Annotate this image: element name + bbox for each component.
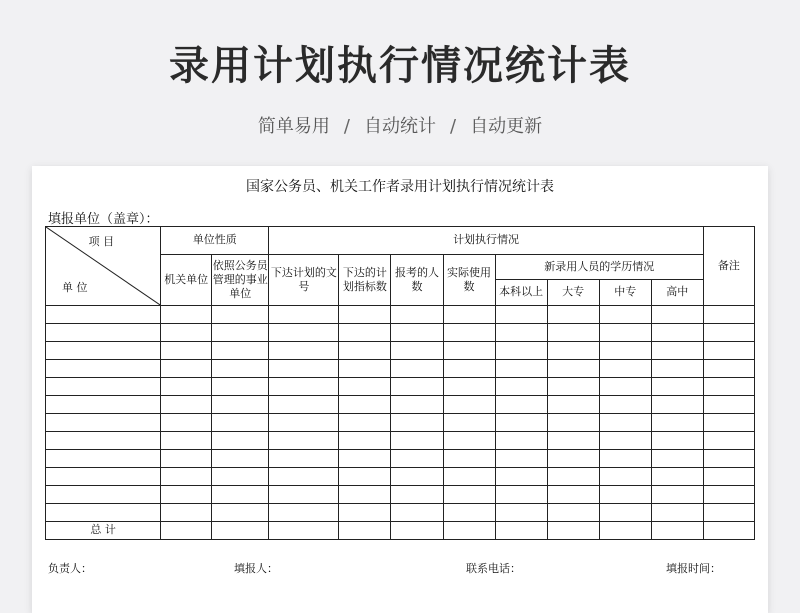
footer-responsible: 负责人： bbox=[48, 562, 92, 575]
table-cell[interactable] bbox=[212, 360, 269, 378]
table-cell[interactable] bbox=[703, 450, 754, 468]
table-cell[interactable] bbox=[391, 342, 443, 360]
table-cell[interactable] bbox=[46, 486, 161, 504]
table-cell[interactable] bbox=[443, 504, 495, 522]
table-cell[interactable] bbox=[391, 396, 443, 414]
table-cell[interactable] bbox=[391, 504, 443, 522]
statistics-table bbox=[45, 226, 755, 540]
footer-filled-by: 填报人： bbox=[234, 562, 278, 575]
table-cell[interactable] bbox=[495, 414, 547, 432]
table-cell[interactable] bbox=[547, 486, 599, 504]
table-cell[interactable] bbox=[161, 486, 212, 504]
table-row bbox=[46, 342, 755, 360]
table-cell[interactable] bbox=[599, 486, 651, 504]
table-cell[interactable] bbox=[651, 396, 703, 414]
table-cell[interactable] bbox=[703, 522, 754, 540]
table-cell[interactable] bbox=[339, 432, 391, 450]
form-title: 国家公务员、机关工作者录用计划执行情况统计表 bbox=[246, 179, 554, 195]
table-cell[interactable] bbox=[161, 324, 212, 342]
tag-auto-update: 自动更新 bbox=[470, 116, 543, 137]
table-row bbox=[46, 432, 755, 450]
table-cell[interactable] bbox=[495, 504, 547, 522]
table-cell[interactable] bbox=[443, 378, 495, 396]
total-row bbox=[46, 522, 755, 540]
table-row bbox=[46, 396, 755, 414]
table-cell[interactable] bbox=[161, 342, 212, 360]
table-cell[interactable] bbox=[339, 450, 391, 468]
table-cell[interactable] bbox=[495, 486, 547, 504]
header-applicants: 报考的人数 bbox=[391, 255, 443, 306]
table-cell[interactable] bbox=[161, 306, 212, 324]
table-cell[interactable] bbox=[46, 504, 161, 522]
table-cell[interactable] bbox=[703, 378, 754, 396]
table-cell[interactable] bbox=[443, 342, 495, 360]
header-education-group: 新录用人员的学历情况 bbox=[495, 255, 703, 280]
table-cell[interactable] bbox=[269, 396, 339, 414]
table-cell[interactable] bbox=[443, 468, 495, 486]
table-cell[interactable] bbox=[339, 486, 391, 504]
table-cell[interactable] bbox=[443, 486, 495, 504]
table-cell[interactable] bbox=[443, 414, 495, 432]
table-cell[interactable] bbox=[599, 360, 651, 378]
data-rows bbox=[46, 306, 755, 522]
table-cell[interactable] bbox=[651, 360, 703, 378]
table-cell[interactable] bbox=[212, 396, 269, 414]
table-cell[interactable] bbox=[547, 306, 599, 324]
table-cell[interactable] bbox=[339, 378, 391, 396]
header-civil-service-unit: 依照公务员管理的事业单位 bbox=[212, 255, 269, 306]
table-row bbox=[46, 450, 755, 468]
table-cell[interactable] bbox=[391, 450, 443, 468]
table-cell[interactable] bbox=[599, 414, 651, 432]
table-cell[interactable] bbox=[46, 414, 161, 432]
table-row bbox=[46, 504, 755, 522]
table-cell[interactable] bbox=[599, 504, 651, 522]
table-cell[interactable] bbox=[599, 522, 651, 540]
diagonal-header-cell bbox=[46, 227, 161, 306]
table-cell[interactable] bbox=[269, 504, 339, 522]
table-cell[interactable] bbox=[443, 450, 495, 468]
header-issued-plan-doc: 下达计划的文号 bbox=[269, 255, 339, 306]
header-unit-nature: 单位性质 bbox=[161, 227, 269, 255]
table-cell[interactable] bbox=[212, 378, 269, 396]
table-cell[interactable] bbox=[161, 432, 212, 450]
table-row bbox=[46, 306, 755, 324]
header-edu-secondary: 中专 bbox=[599, 280, 651, 306]
table-cell[interactable] bbox=[599, 468, 651, 486]
table-cell[interactable] bbox=[599, 396, 651, 414]
table-cell[interactable] bbox=[339, 522, 391, 540]
table-cell[interactable] bbox=[547, 360, 599, 378]
table-cell[interactable] bbox=[547, 504, 599, 522]
table-cell[interactable] bbox=[703, 468, 754, 486]
table-cell[interactable] bbox=[339, 360, 391, 378]
table-cell[interactable] bbox=[703, 486, 754, 504]
table-cell[interactable] bbox=[391, 522, 443, 540]
header-edu-highschool: 高中 bbox=[651, 280, 703, 306]
table-cell[interactable] bbox=[46, 432, 161, 450]
table-cell[interactable] bbox=[651, 414, 703, 432]
tag-easy: 简单易用 bbox=[257, 116, 330, 137]
table-cell[interactable] bbox=[212, 468, 269, 486]
table-cell[interactable] bbox=[269, 450, 339, 468]
table-cell[interactable] bbox=[547, 522, 599, 540]
header-item-label: 项 目 bbox=[88, 235, 115, 248]
table-cell[interactable] bbox=[46, 360, 161, 378]
table-cell[interactable] bbox=[46, 324, 161, 342]
table-cell[interactable] bbox=[339, 324, 391, 342]
table-cell[interactable] bbox=[495, 432, 547, 450]
header-plan-execution: 计划执行情况 bbox=[269, 227, 704, 255]
table-cell[interactable] bbox=[495, 324, 547, 342]
table-cell[interactable] bbox=[599, 306, 651, 324]
table-cell[interactable] bbox=[212, 504, 269, 522]
table-cell[interactable] bbox=[46, 306, 161, 324]
table-cell[interactable] bbox=[703, 432, 754, 450]
table-row bbox=[46, 324, 755, 342]
fill-unit-label: 填报单位（盖章）： bbox=[48, 212, 159, 227]
table-cell[interactable] bbox=[269, 306, 339, 324]
header-actual-used: 实际使用数 bbox=[443, 255, 495, 306]
table-cell[interactable] bbox=[212, 342, 269, 360]
table-cell[interactable] bbox=[495, 450, 547, 468]
table-cell[interactable] bbox=[212, 522, 269, 540]
table-cell[interactable] bbox=[161, 378, 212, 396]
table-row bbox=[46, 486, 755, 504]
total-label: 总 计 bbox=[46, 522, 161, 540]
table-cell[interactable] bbox=[161, 522, 212, 540]
table-cell[interactable] bbox=[547, 378, 599, 396]
table-cell[interactable] bbox=[161, 414, 212, 432]
footer-fill-time: 填报时间： bbox=[666, 562, 721, 575]
table-cell[interactable] bbox=[339, 468, 391, 486]
table-cell[interactable] bbox=[547, 324, 599, 342]
table-cell[interactable] bbox=[651, 504, 703, 522]
table-cell[interactable] bbox=[339, 342, 391, 360]
table-cell[interactable] bbox=[547, 396, 599, 414]
table-cell[interactable] bbox=[339, 396, 391, 414]
footer-phone: 联系电话： bbox=[466, 562, 521, 575]
table-cell[interactable] bbox=[212, 432, 269, 450]
table-cell[interactable] bbox=[443, 396, 495, 414]
table-cell[interactable] bbox=[547, 468, 599, 486]
table-cell[interactable] bbox=[46, 342, 161, 360]
table-cell[interactable] bbox=[495, 360, 547, 378]
table-cell[interactable] bbox=[703, 396, 754, 414]
table-cell[interactable] bbox=[161, 360, 212, 378]
table-cell[interactable] bbox=[547, 414, 599, 432]
table-cell[interactable] bbox=[443, 360, 495, 378]
header-remarks: 备注 bbox=[703, 227, 754, 306]
feature-tags bbox=[0, 112, 800, 138]
table-cell[interactable] bbox=[651, 486, 703, 504]
form-sheet bbox=[32, 166, 768, 613]
table-cell[interactable] bbox=[443, 306, 495, 324]
table-row bbox=[46, 378, 755, 396]
table-cell[interactable] bbox=[391, 306, 443, 324]
table-cell[interactable] bbox=[391, 324, 443, 342]
table-cell[interactable] bbox=[269, 486, 339, 504]
table-cell[interactable] bbox=[599, 432, 651, 450]
table-cell[interactable] bbox=[161, 504, 212, 522]
table-cell[interactable] bbox=[269, 432, 339, 450]
table-cell[interactable] bbox=[703, 414, 754, 432]
table-cell[interactable] bbox=[443, 522, 495, 540]
table-cell[interactable] bbox=[651, 522, 703, 540]
table-cell[interactable] bbox=[651, 306, 703, 324]
table-cell[interactable] bbox=[599, 342, 651, 360]
table-cell[interactable] bbox=[547, 432, 599, 450]
table-cell[interactable] bbox=[599, 324, 651, 342]
table-cell[interactable] bbox=[703, 504, 754, 522]
table-cell[interactable] bbox=[269, 342, 339, 360]
table-cell[interactable] bbox=[495, 522, 547, 540]
table-cell[interactable] bbox=[269, 360, 339, 378]
table-cell[interactable] bbox=[212, 486, 269, 504]
table-cell[interactable] bbox=[212, 414, 269, 432]
table-cell[interactable] bbox=[339, 504, 391, 522]
table-cell[interactable] bbox=[651, 378, 703, 396]
table-cell[interactable] bbox=[547, 342, 599, 360]
table-cell[interactable] bbox=[703, 324, 754, 342]
table-cell[interactable] bbox=[599, 378, 651, 396]
table-cell[interactable] bbox=[391, 360, 443, 378]
table-cell[interactable] bbox=[495, 342, 547, 360]
table-cell[interactable] bbox=[161, 450, 212, 468]
table-cell[interactable] bbox=[495, 468, 547, 486]
tag-separator: / bbox=[343, 116, 350, 137]
table-cell[interactable] bbox=[46, 450, 161, 468]
table-cell[interactable] bbox=[703, 360, 754, 378]
table-cell[interactable] bbox=[391, 486, 443, 504]
table-cell[interactable] bbox=[651, 432, 703, 450]
header-issued-plan-quota: 下达的计划指标数 bbox=[339, 255, 391, 306]
table-cell[interactable] bbox=[212, 450, 269, 468]
table-cell[interactable] bbox=[443, 324, 495, 342]
header-org-unit: 机关单位 bbox=[161, 255, 212, 306]
table-cell[interactable] bbox=[703, 342, 754, 360]
table-cell[interactable] bbox=[547, 450, 599, 468]
table-cell[interactable] bbox=[651, 324, 703, 342]
table-cell[interactable] bbox=[269, 414, 339, 432]
table-cell[interactable] bbox=[212, 324, 269, 342]
table-cell[interactable] bbox=[651, 342, 703, 360]
table-cell[interactable] bbox=[703, 306, 754, 324]
table-row bbox=[46, 414, 755, 432]
table-cell[interactable] bbox=[651, 468, 703, 486]
table-cell[interactable] bbox=[391, 414, 443, 432]
table-cell[interactable] bbox=[443, 432, 495, 450]
table-cell[interactable] bbox=[391, 468, 443, 486]
header-edu-bachelor: 本科以上 bbox=[495, 280, 547, 306]
table-cell[interactable] bbox=[269, 378, 339, 396]
table-cell[interactable] bbox=[46, 468, 161, 486]
table-cell[interactable] bbox=[339, 414, 391, 432]
table-cell[interactable] bbox=[269, 324, 339, 342]
table-cell[interactable] bbox=[46, 396, 161, 414]
table-cell[interactable] bbox=[495, 378, 547, 396]
table-cell[interactable] bbox=[269, 468, 339, 486]
table-cell[interactable] bbox=[212, 306, 269, 324]
tag-separator: / bbox=[450, 116, 457, 137]
table-cell[interactable] bbox=[391, 378, 443, 396]
table-cell[interactable] bbox=[495, 396, 547, 414]
table-cell[interactable] bbox=[391, 432, 443, 450]
table-cell[interactable] bbox=[651, 450, 703, 468]
table-row bbox=[46, 468, 755, 486]
page-title: 录用计划执行情况统计表 bbox=[169, 43, 631, 89]
table-cell[interactable] bbox=[599, 450, 651, 468]
table-cell[interactable] bbox=[339, 306, 391, 324]
table-cell[interactable] bbox=[161, 396, 212, 414]
header-unit-label: 单 位 bbox=[62, 280, 88, 294]
table-row bbox=[46, 360, 755, 378]
tag-auto-stats: 自动统计 bbox=[364, 116, 436, 137]
table-cell[interactable] bbox=[269, 522, 339, 540]
table-cell[interactable] bbox=[46, 378, 161, 396]
table-cell[interactable] bbox=[495, 306, 547, 324]
header-edu-college: 大专 bbox=[547, 280, 599, 306]
table-cell[interactable] bbox=[161, 468, 212, 486]
